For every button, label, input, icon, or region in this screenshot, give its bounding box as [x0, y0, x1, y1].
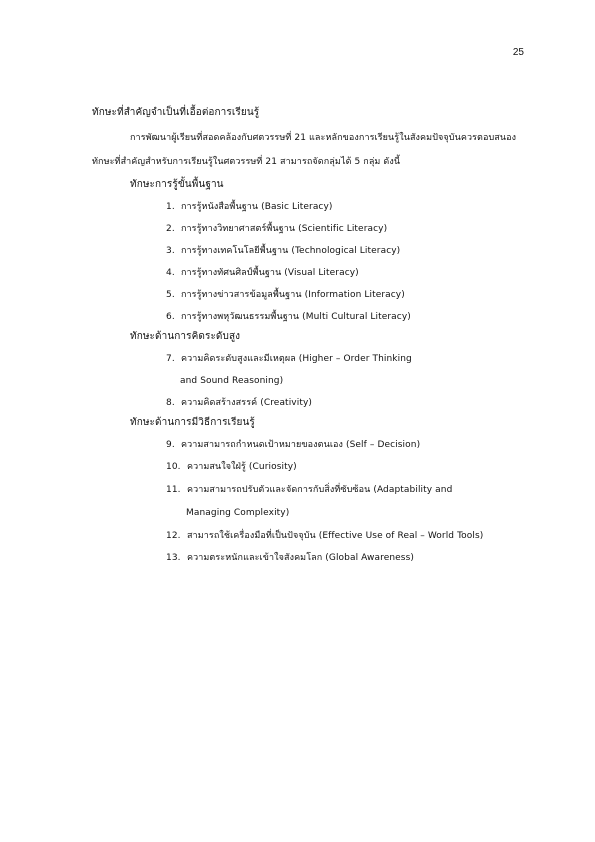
- intro-line-1: การพัฒนาผู้เรียนที่สอดคล้องกับศตวรรษที่ 21 และหลักของการเรียนรู้ในสังคมปัจจุบันควรตอบสนอง: [130, 133, 517, 143]
- list-item: [166, 397, 312, 409]
- list-item: [166, 245, 400, 257]
- list-item-number: 3.: [166, 246, 175, 256]
- list-item: [166, 484, 452, 496]
- list-item-number: 4.: [166, 268, 175, 278]
- list-item-text: สามารถใช้เครื่องมือที่เป็นปัจจุบัน (Effective Use of Real – World Tools): [186, 531, 484, 541]
- section-title-higher-thinking: ทักษะด้านการคิดระดับสูง: [130, 331, 241, 342]
- list-item-continuation: Managing Complexity): [186, 508, 290, 518]
- list-item-text: การรู้ทางพหุวัฒนธรรมพื้นฐาน (Multi Cultural Literacy): [180, 312, 411, 322]
- list-item-number: 8.: [166, 398, 175, 408]
- list-item-number: 9.: [166, 440, 175, 450]
- list-item-text: การรู้ทางเทคโนโลยีพื้นฐาน (Technological Literacy): [180, 246, 401, 256]
- intro-line-2: ทักษะที่สำคัญสำหรับการเรียนรู้ในศตวรรษที่ 21 สามารถจัดกลุ่มได้ 5 กลุ่ม ดังนี้: [92, 157, 401, 167]
- page-number: 25: [512, 47, 524, 58]
- list-item-number: 5.: [166, 290, 175, 300]
- list-item: [166, 461, 297, 473]
- section-title-basic-literacy: ทักษะการรู้ขั้นพื้นฐาน: [130, 179, 224, 190]
- list-item: [166, 311, 411, 323]
- list-item-number: 11.: [166, 485, 181, 495]
- section-title-learning-methods: ทักษะด้านการมีวิธีการเรียนรู้: [130, 417, 255, 428]
- list-item-text: การรู้หนังสือพื้นฐาน (Basic Literacy): [180, 202, 333, 212]
- list-item: [166, 530, 483, 542]
- list-item: [166, 353, 412, 365]
- list-item-continuation: and Sound Reasoning): [180, 376, 284, 386]
- list-item-text: ความสามารถปรับตัวและจัดการกับสิ่งที่ซับซ้อน (Adaptability and: [186, 485, 453, 495]
- list-item-number: 6.: [166, 312, 175, 322]
- list-item-text: การรู้ทางวิทยาศาสตร์พื้นฐาน (Scientific Literacy): [180, 224, 388, 234]
- list-item-text: ความคิดสร้างสรรค์ (Creativity): [180, 398, 312, 408]
- main-heading: ทักษะที่สำคัญจำเป็นที่เอื้อต่อการเรียนรู้: [92, 107, 260, 118]
- list-item-text: การรู้ทางข่าวสารข้อมูลพื้นฐาน (Information Literacy): [180, 290, 405, 300]
- list-item-text: ความสามารถกำหนดเป้าหมายของตนเอง (Self – Decision): [180, 440, 421, 450]
- list-item: [166, 552, 414, 564]
- list-item-number: 10.: [166, 462, 181, 472]
- list-item-number: 1.: [166, 202, 175, 212]
- list-item-text: ความคิดระดับสูงและมีเหตุผล (Higher – Order Thinking: [180, 354, 412, 364]
- list-item: [166, 289, 405, 301]
- list-item-text: การรู้ทางทัศนศิลป์พื้นฐาน (Visual Literacy): [180, 268, 359, 278]
- list-item-number: 12.: [166, 531, 181, 541]
- list-item: [166, 201, 333, 213]
- list-item: [166, 267, 359, 279]
- list-item-number: 13.: [166, 553, 181, 563]
- list-item: [166, 439, 420, 451]
- list-item-text: ความสนใจใฝ่รู้ (Curiosity): [186, 462, 297, 472]
- list-item-text: ความตระหนักและเข้าใจสังคมโลก (Global Awareness): [186, 553, 414, 563]
- list-item-number: 7.: [166, 354, 175, 364]
- list-item: [166, 223, 387, 235]
- list-item-number: 2.: [166, 224, 175, 234]
